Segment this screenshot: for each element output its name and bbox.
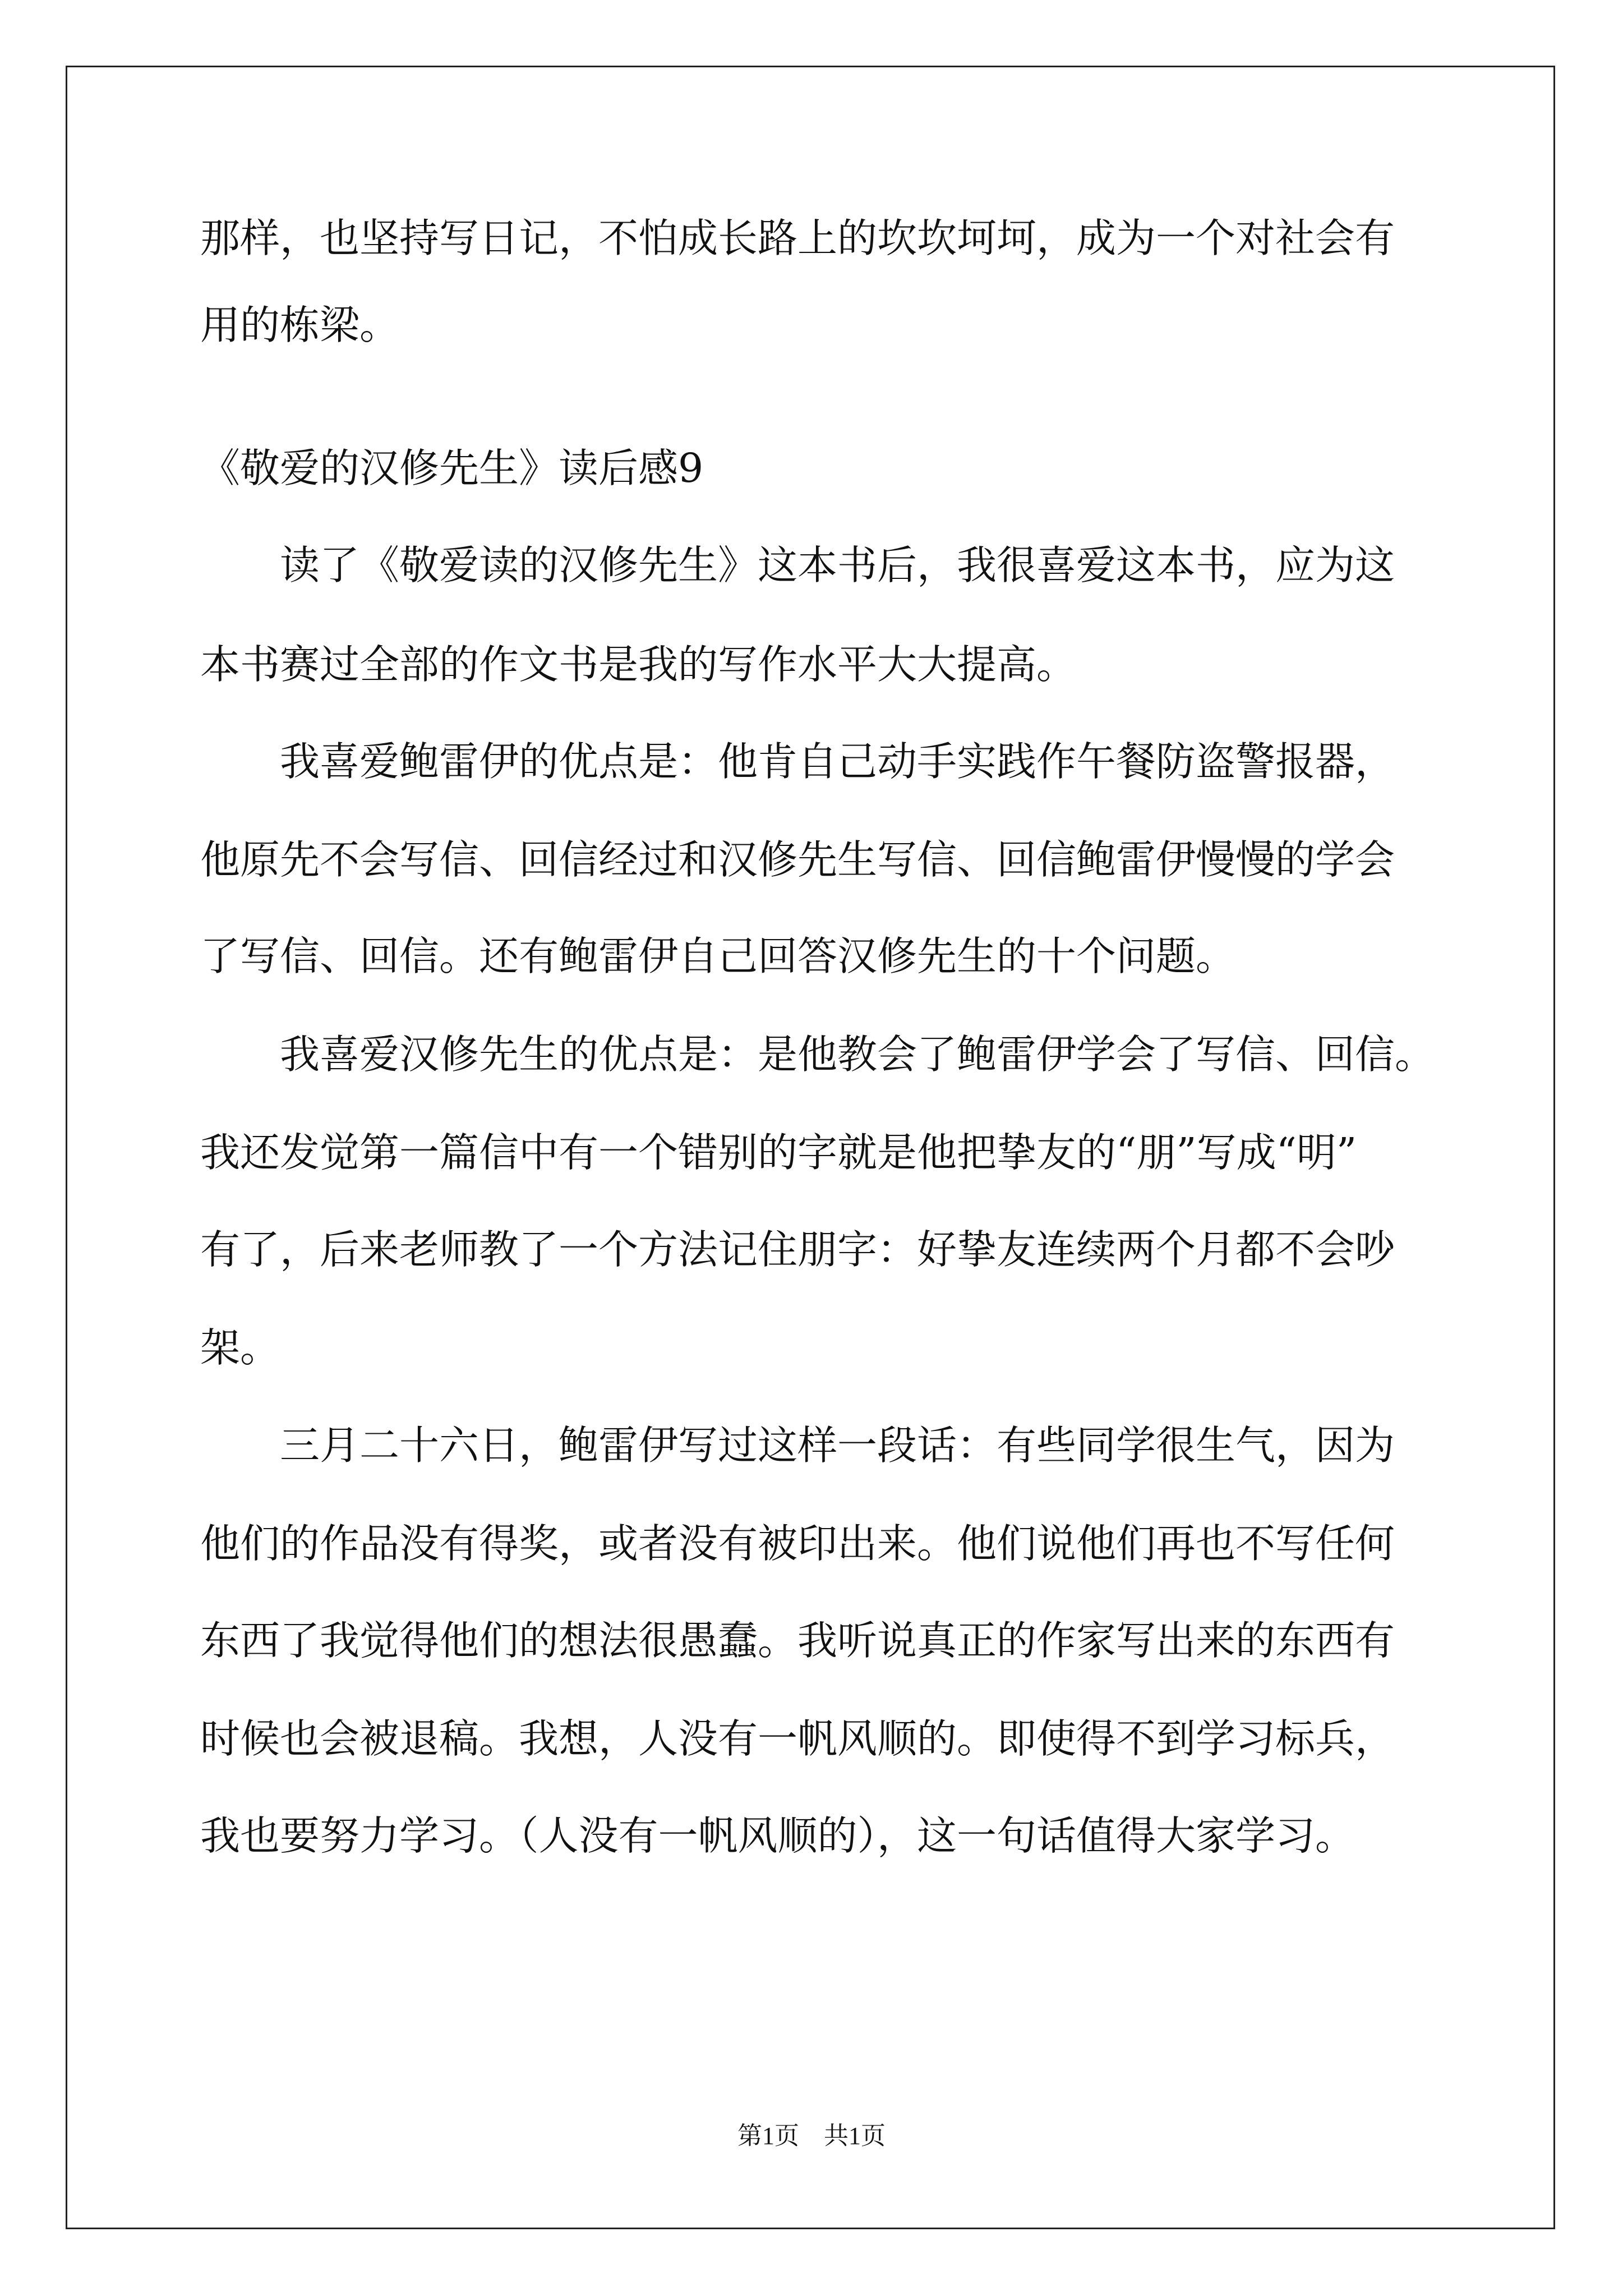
text-line: 架。 — [200, 1324, 280, 1371]
text-line: 我还发觉第一篇信中有一个错别的字就是他把挚友的“朋”写成“明” — [200, 1129, 1357, 1176]
text-line: 他们的作品没有得奖，或者没有被印出来。他们说他们再也不写任何 — [200, 1520, 1395, 1567]
text-line: 东西了我觉得他们的想法很愚蠢。我听说真正的作家写出来的东西有 — [200, 1617, 1395, 1664]
text-line: 他原先不会写信、回信经过和汉修先生写信、回信鲍雷伊慢慢的学会 — [200, 836, 1395, 883]
paragraph-start-line: 三月二十六日，鲍雷伊写过这样一段话：有些同学很生气，因为 — [280, 1422, 1395, 1469]
paragraph-start-line: 我喜爱汉修先生的优点是：是他教会了鲍雷伊学会了写信、回信。 — [280, 1031, 1435, 1078]
page-number-footer: 第1页 共1页 — [737, 2122, 886, 2150]
text-line: 那样，也坚持写日记，不怕成长路上的坎坎坷坷，成为一个对社会有 — [200, 215, 1395, 261]
section-heading: 《敬爱的汉修先生》读后感9 — [200, 445, 704, 491]
text-line: 用的栋梁。 — [200, 302, 400, 348]
text-line: 有了，后来老师教了一个方法记住朋字：好挚友连续两个月都不会吵 — [200, 1226, 1395, 1273]
text-line: 了写信、回信。还有鲍雷伊自己回答汉修先生的十个问题。 — [200, 933, 1236, 979]
text-line: 本书赛过全部的作文书是我的写作水平大大提高。 — [200, 641, 1077, 688]
text-line: 我也要努力学习。（人没有一帆风顺的），这一句话值得大家学习。 — [200, 1812, 1355, 1859]
paragraph-start-line: 我喜爱鲍雷伊的优点是：他肯自己动手实践作午餐防盗警报器， — [280, 738, 1395, 785]
paragraph-start-line: 读了《敬爱读的汉修先生》这本书后，我很喜爱这本书，应为这 — [280, 542, 1395, 588]
text-line: 时候也会被退稿。我想，人没有一帆风顺的。即使得不到学习标兵， — [200, 1715, 1395, 1762]
